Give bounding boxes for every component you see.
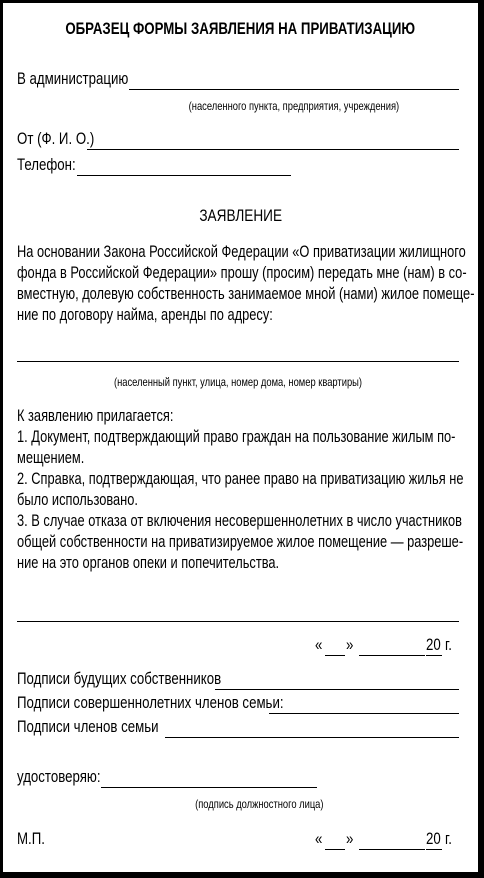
phone-field[interactable] <box>77 175 291 176</box>
statement-heading: ЗАЯВЛЕНИЕ <box>199 206 282 225</box>
certify-label: удостоверяю: <box>17 767 101 786</box>
address-field[interactable] <box>17 361 459 362</box>
date-year-prefix: 20 <box>426 829 441 848</box>
attachments-line: 2. Справка, подтверждающая, что ранее право на приватизацию жилья не <box>17 469 464 488</box>
statement-body-line: На основании Закона Российской Федерации «О приватизации жилищного <box>17 242 466 261</box>
statement-body-line: фонда в Российской Федерации» прошу (просим) передать мне (нам) в со- <box>17 263 467 282</box>
date-open-quote: « <box>315 829 323 848</box>
date-close-quote: » <box>346 829 354 848</box>
attachments-line: К заявлению прилагается: <box>17 406 174 425</box>
date-year-field[interactable] <box>426 655 442 656</box>
statement-body-line: ние по договору найма, аренды по адресу: <box>17 305 273 324</box>
administration-caption: (населенного пункта, предприятия, учреждения) <box>188 99 400 113</box>
date-day-field[interactable] <box>325 655 345 656</box>
attachments-line: 1. Документ, подтверждающий право граждан на пользование жилым по- <box>17 427 456 446</box>
family-members-signature-label: Подписи членов семьи <box>17 717 159 736</box>
date-year-unit: г. <box>445 635 452 654</box>
separator-line <box>17 621 459 622</box>
attachments-line: 3. В случае отказа от включения несовершеннолетних в число участников <box>17 511 462 530</box>
adult-members-signature-label: Подписи совершеннолетних членов семьи: <box>17 693 284 712</box>
phone-label: Телефон: <box>17 155 76 174</box>
date-year-unit: г. <box>445 829 452 848</box>
date-year-prefix: 20 <box>426 635 441 654</box>
to-administration-label: В администрацию <box>17 69 129 88</box>
statement-body-line: вместную, долевую собственность занимаемое мной (нами) жилое помеще- <box>17 284 475 303</box>
fio-field[interactable] <box>87 149 459 150</box>
future-owners-signature-field[interactable] <box>215 689 459 690</box>
attachments-list <box>17 405 464 573</box>
adult-members-signature-field[interactable] <box>269 713 459 714</box>
official-signature-caption: (подпись должностного лица) <box>194 797 324 811</box>
statement-body <box>17 241 475 325</box>
date-close-quote: » <box>346 635 354 654</box>
official-signature-field[interactable] <box>101 787 317 788</box>
date-year-field[interactable] <box>426 849 442 850</box>
date-day-field[interactable] <box>325 849 345 850</box>
attachments-line: мещением. <box>17 448 85 467</box>
date-open-quote: « <box>315 635 323 654</box>
administration-field[interactable] <box>129 89 459 90</box>
address-caption: (населенный пункт, улица, номер дома, номер квартиры) <box>113 375 363 389</box>
from-fio-label: От (Ф. И. О.) <box>17 129 95 148</box>
date-month-field[interactable] <box>359 849 425 850</box>
form-title: ОБРАЗЕЦ ФОРМЫ ЗАЯВЛЕНИЯ НА ПРИВАТИЗАЦИЮ <box>65 19 416 38</box>
seal-label: М.П. <box>17 829 45 848</box>
attachments-line: было использовано. <box>17 490 138 509</box>
date-month-field[interactable] <box>359 655 425 656</box>
attachments-line: ние на это органов опеки и попечительства. <box>17 553 280 572</box>
attachments-line: общей собственности на приватизируемое жилое помещение — разреше- <box>17 532 464 551</box>
family-members-signature-field[interactable] <box>165 737 459 738</box>
future-owners-signature-label: Подписи будущих собственников <box>17 669 222 688</box>
